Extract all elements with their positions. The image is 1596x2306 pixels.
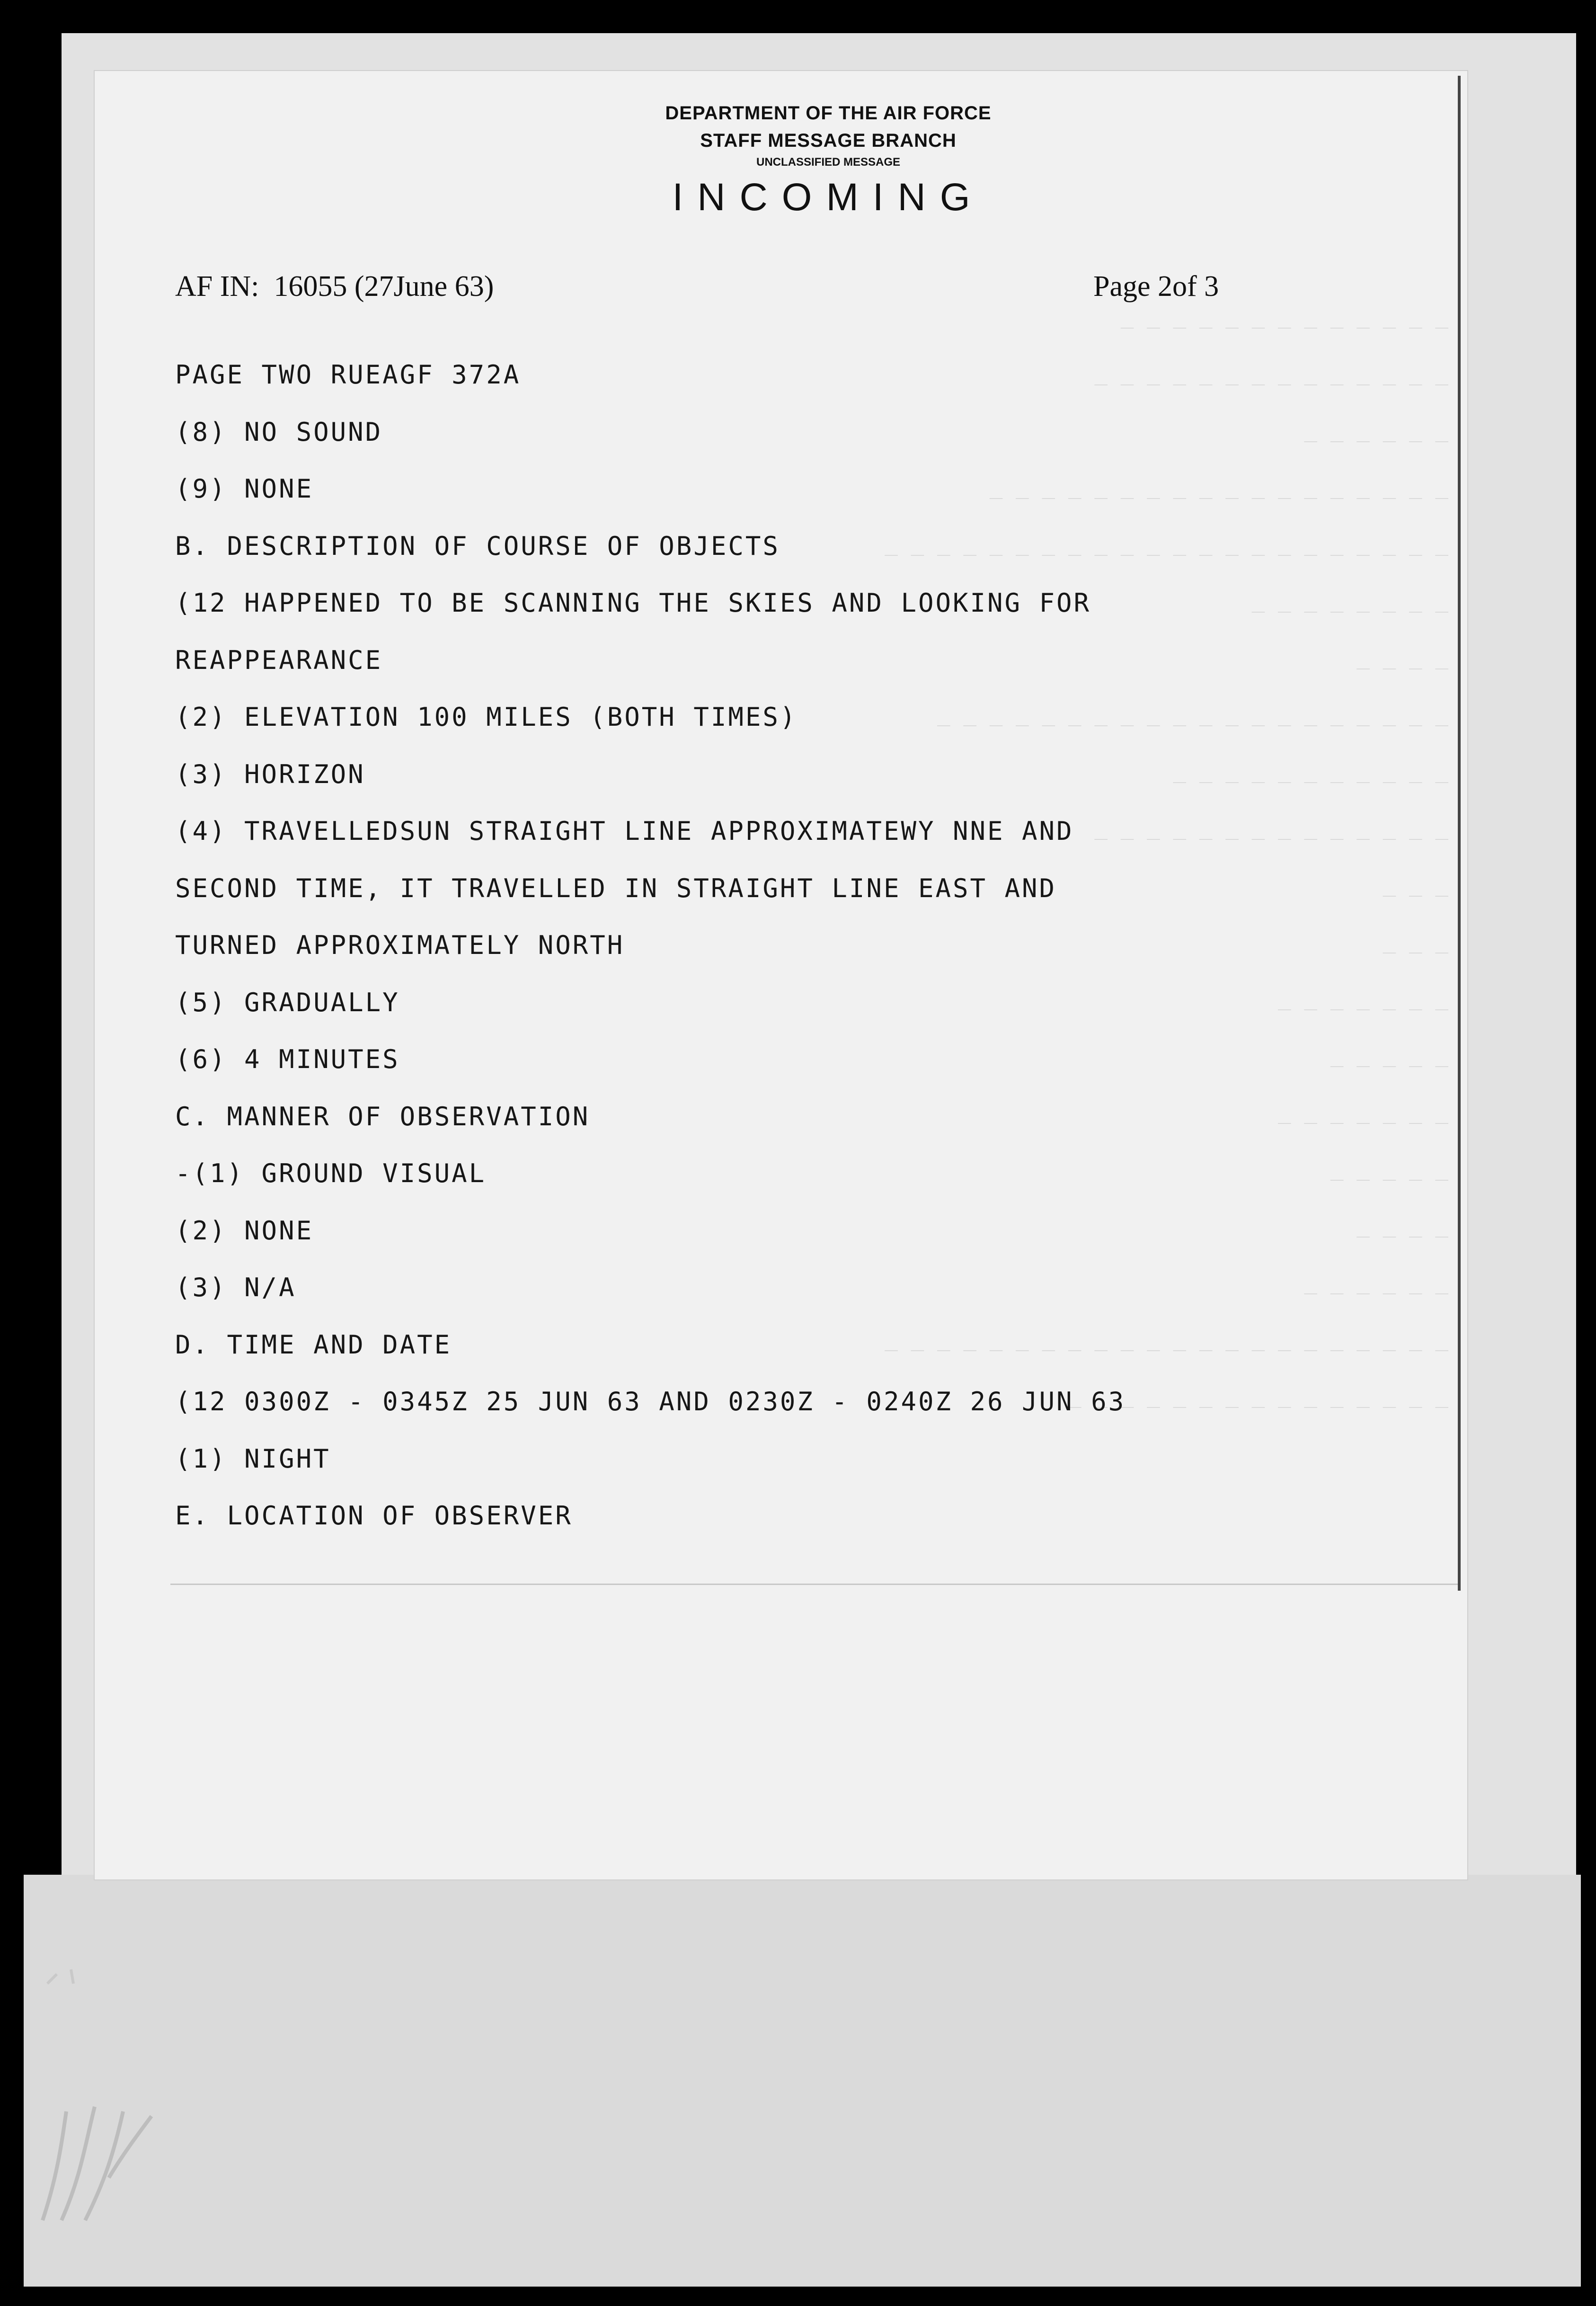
body-line: (8) NO SOUND: [175, 417, 383, 447]
body-line: (4) TRAVELLEDSUN STRAIGHT LINE APPROXIMATEWY NNE AND: [175, 816, 1074, 846]
body-line: PAGE TWO RUEAGF 372A: [175, 360, 521, 390]
body-line: (2) NONE: [175, 1215, 314, 1246]
body-line: E. LOCATION OF OBSERVER: [175, 1501, 573, 1531]
body-line: (6) 4 MINUTES: [175, 1044, 400, 1074]
body-line: (12 HAPPENED TO BE SCANNING THE SKIES AND LOOKING FOR: [175, 588, 1091, 618]
show-through-text: _ _ _ _ _ _ _ _ _ _ _ _ _ _ _ _ _ _ _ _ _ _ _ _ _ _ _ _ _ _ _ _ _ _ _ _ _ _ _ _ _ _ _ _ _ _ _ _ _ _ _ _ _ _ _ _ _ _ _ _ _ _ _ _ _ _ _ _ _ _ _ _ _ _ _ _ _ _ _ _ _ _ _ _ _ _ _ _ _ _ _ _ _ _ _ _ _ _ _ _ _ _ _ _ _ _ _ _ _ _ _ _ _ _ _ _ _ _ _ _ _ _ _ _ _ _ _ _ _ _ _ _ _ _ _ _ _ _ _ _ _ _ _ _ _ _ _ _ _ _ _ _ _ _ _ _ _ _ _ _ _ _ _ _ _ _ _ _ _ _ _ _ _ _ _ _ _ _ _ _ _ _ _ _ _ _ _ _ _ _ _ _ _ _ _ _ _ _ _ _ _ _ _ _ _ _ _: [885, 303, 1448, 1408]
body-line: TURNED APPROXIMATELY NORTH: [175, 930, 625, 960]
department-name: DEPARTMENT OF THE AIR FORCE: [665, 103, 992, 124]
af-in-number: AF IN: 16055 (27June 63): [175, 270, 494, 303]
classification-label: UNCLASSIFIED MESSAGE: [756, 156, 901, 169]
message-body: [175, 360, 1406, 1558]
branch-name: STAFF MESSAGE BRANCH: [700, 130, 957, 151]
handwritten-mark: [28, 1955, 170, 2249]
body-line: SECOND TIME, IT TRAVELLED IN STRAIGHT LINE EAST AND: [175, 873, 1057, 903]
message-title: INCOMING: [672, 176, 984, 219]
scan-lower-margin: [24, 1875, 1581, 2287]
body-line: REAPPEARANCE: [175, 645, 383, 675]
sheet-bottom-rule: [170, 1584, 1458, 1585]
body-line: (1) NIGHT: [175, 1443, 331, 1474]
body-line: (5) GRADUALLY: [175, 987, 400, 1017]
body-line: -(1) GROUND VISUAL: [175, 1158, 487, 1188]
body-line: (3) N/A: [175, 1273, 296, 1302]
body-line: (9) NONE: [175, 474, 314, 504]
body-line: D. TIME AND DATE: [175, 1329, 452, 1360]
body-line: B. DESCRIPTION OF COURSE OF OBJECTS: [175, 531, 780, 561]
page-number: Page 2of 3: [1093, 270, 1219, 303]
body-line: (2) ELEVATION 100 MILES (BOTH TIMES): [175, 702, 798, 732]
body-line: C. MANNER OF OBSERVATION: [175, 1101, 590, 1131]
body-line: (12 0300Z - 0345Z 25 JUN 63 AND 0230Z - 0240Z 26 JUN 63: [175, 1387, 1126, 1416]
letterhead: [592, 99, 1065, 170]
body-line: (3) HORIZON: [175, 759, 365, 789]
sheet-edge-rule: [1458, 76, 1461, 1591]
